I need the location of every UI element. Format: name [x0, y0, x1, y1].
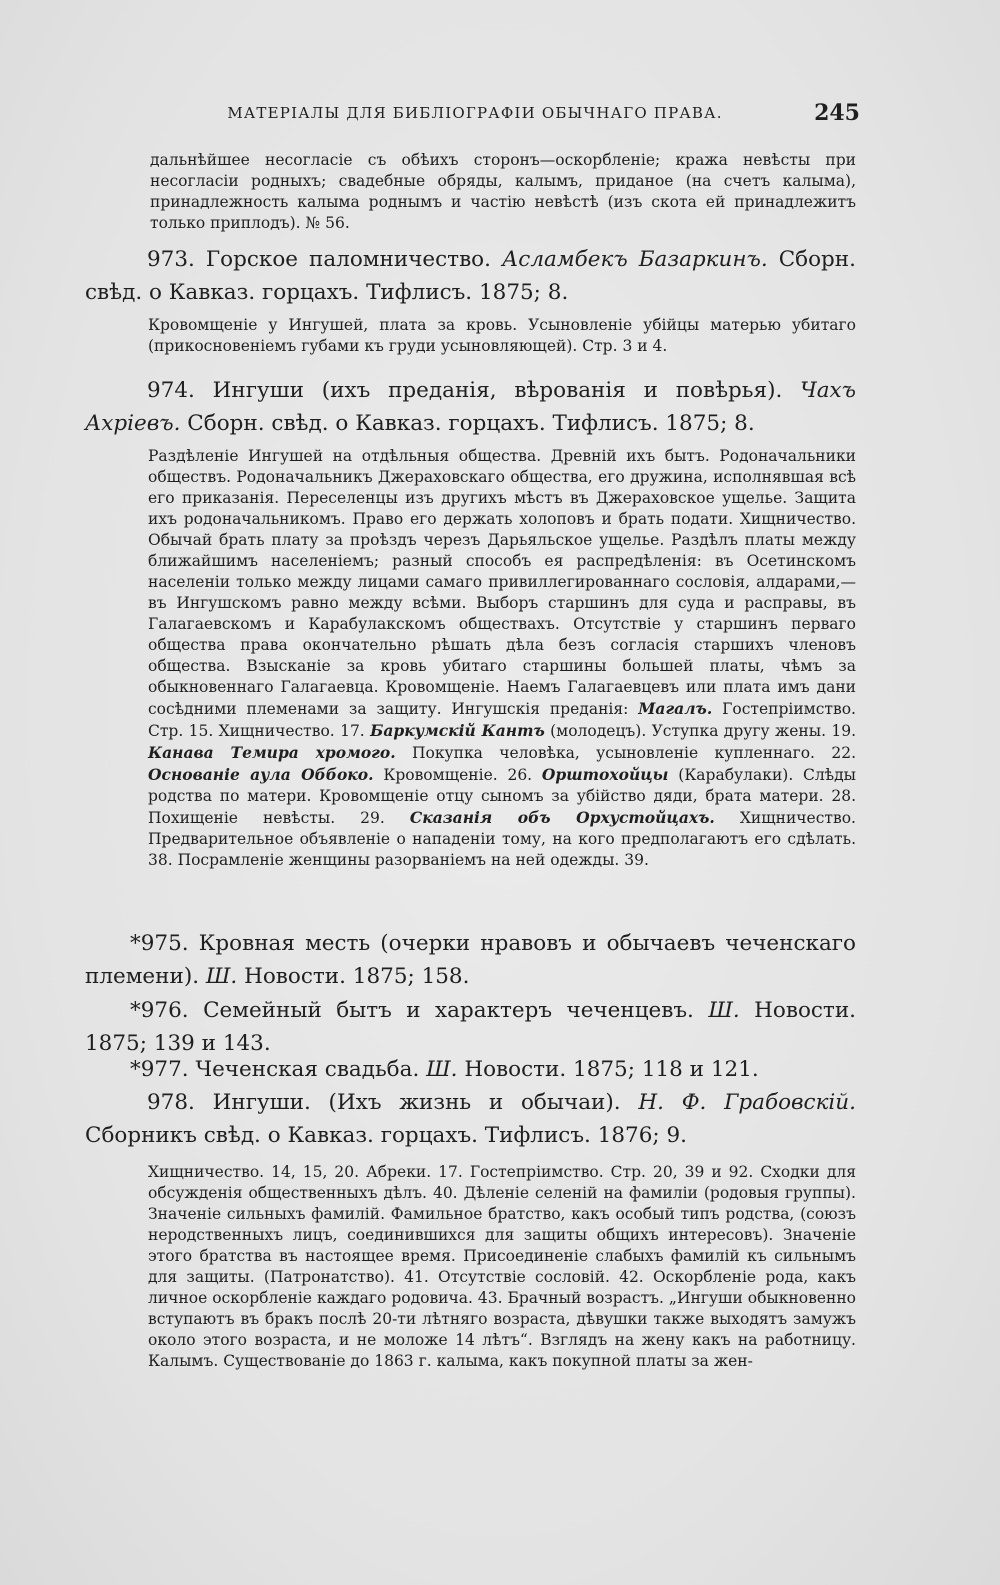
entry-number: *976. [130, 998, 189, 1023]
entry-975 [85, 927, 856, 993]
page-number: 245 [814, 100, 860, 126]
entry-title: Кровная месть (очерки нравовъ и обычаевъ чеченскагo племени). [85, 931, 856, 989]
entry-source: Сборн. свѣд. о Кавказ. горцахъ. Тифлисъ. 1875; 8. [187, 411, 755, 436]
entry-976 [85, 994, 856, 1060]
entry-source: Новости. 1875; 158. [244, 964, 470, 989]
entry-heading [85, 1086, 856, 1152]
entry-heading [85, 927, 856, 993]
entry-source: Сборникъ свѣд. о Кавказ. горцахъ. Тифлисъ. 1876; 9. [85, 1123, 687, 1148]
entry-title: Семейный бытъ и характеръ чеченцевъ. [203, 998, 694, 1023]
entry-author: Чахъ Ахріевъ. [85, 378, 856, 436]
continuation-text: дальнѣйшее несогласіе съ обѣихъ сторонъ—оскорбленіе; кража невѣсты при несогласіи родныхъ; свадебные обряды, калымъ, приданое (на счетъ калыма), принадлежность калыма роднымъ и частію невѣстѣ (изъ скота ей принадлежитъ только приплодъ). № 56. [150, 151, 856, 232]
entry-title: Горское паломничество. [205, 247, 491, 272]
legend-title: Канава Темира хромого. [148, 743, 396, 762]
legend-title: Баркумскій Кантъ [370, 721, 545, 740]
entry-source: Новости. 1875; 139 и 143. [85, 998, 856, 1056]
summary-text: (молодецъ). Уступка другу жены. 19. [550, 722, 857, 740]
entry-source: Сборн. свѣд. о Кавказ. горцахъ. Тифлисъ. 1875; 8. [85, 247, 856, 305]
entry-title: Чеченская свадьба. [195, 1057, 420, 1082]
entry-heading [85, 243, 856, 309]
legend-title: Сказанія объ Орхустойцахъ. [409, 808, 715, 827]
entry-978 [85, 1086, 856, 1372]
entry-summary [148, 446, 856, 871]
entry-summary: Кровомщеніе у Ингушей, плата за кровь. Усыновленіе убійцы матерью убитаго (прикосновеніемъ губами къ груди усыновляющей). Стр. 3 и 4. [148, 316, 856, 355]
entry-973 [85, 243, 856, 357]
entry-977 [85, 1053, 856, 1086]
legend-title: Основаніе аула Оббоко. [148, 765, 374, 784]
entry-974 [85, 374, 856, 871]
entry-summary: Хищничество. 14, 15, 20. Абреки. 17. Гостепріимство. Стр. 20, 39 и 92. Сходки для обсужденія общественныхъ дѣлъ. 40. Дѣленіе селеній на фамиліи (родовыя группы). Значеніе сильныхъ фамилій. Фамильное братство, какъ особый типъ родства, (союзъ неродственныхъ лицъ, соединившихся для защиты общихъ интересовъ). Значеніе этого братства въ настоящее время. Присоединеніе слабыхъ фамилій къ сильнымъ для защиты. (Патронатство). 41. Отсутствіе сословій. 42. Оскорбленіе рода, какъ личное оскорбленіе каждаго родовича. 43. Брачный возрастъ. „Ингуши обыкновенно вступаютъ въ бракъ послѣ 20-ти лѣтняго возраста, дѣвушки также выходятъ замужъ около этого возраста, и не моложе 14 лѣтъ“. Взглядъ на жену какъ на работницу. Калымъ. Существованіе до 1863 г. калыма, какъ покупной платы за жен- [148, 1163, 856, 1370]
entry-number: 978. [147, 1090, 195, 1115]
entry-number: 974. [147, 378, 195, 403]
entry-author: Н. Ф. Грабовскій. [638, 1090, 856, 1115]
legend-title: Магалъ. [638, 699, 713, 718]
entry-title: Ингуши (ихъ преданія, вѣрованія и повѣрья). [212, 378, 783, 403]
entry-source: Новости. 1875; 118 и 121. [464, 1057, 759, 1082]
entry-number: 973. [147, 247, 195, 272]
entry-number: *977. [130, 1057, 189, 1082]
legend-title: Орштохойцы [541, 765, 669, 784]
summary-text: Хищничество. Предварительное объявленіе о нападеніи тому, на кого предполагаютъ его сдѣлать. 38. Посрамленіе женщины разорваніемъ на ней одежды. 39. [148, 809, 856, 869]
summary-text: Кровомщеніе. 26. [383, 766, 533, 784]
entry-author: Ш. [205, 964, 238, 989]
summary-text: Гостепріимство. Стр. 15. Хищничество. 17. [148, 700, 856, 740]
running-header: МАТЕРІАЛЫ ДЛЯ БИБЛІОГРАФІИ ОБЫЧНАГО ПРАВА. [227, 104, 723, 122]
summary-text: (Карабулаки). Слѣды родства по матери. Кровомщеніе отцу сыномъ за убійство дяди, брата матери. 28. Похищеніе невѣсты. 29. [148, 766, 856, 827]
summary-text: Раздѣленіе Ингушей на отдѣльныя общества. Древній ихъ бытъ. Родоначальники обществъ. Родоначальникъ Джераховскаго общества, его дружина, исполнявшая всѣ его приказанія. Переселенцы изъ другихъ мѣстъ въ Джераховское ущелье. Защита ихъ родоначальникомъ. Право его держать холоповъ и брать подати. Хищничество. Обычай брать плату за проѣздъ черезъ Дарьяльское ущелье. Раздѣлъ платы между ближайшимъ населеніемъ; разный способъ ея распредѣленія: въ Осетинскомъ населеніи только между лицами самаго привиллегированнаго сословія, алдарами,—въ Ингушскомъ равно между всѣми. Выборъ старшинъ для суда и расправы, въ Галагаевскомъ и Карабулакскомъ обществахъ. Отсутствіе у старшинъ перваго общества права окончательно рѣшать дѣла безъ согласія старшихъ членовъ общества. Взысканіе за кровь убитаго старшины большей платы, чѣмъ за обыкновеннаго Галагаевца. Кровомщеніе. Наемъ Галагаевцевъ или плата имъ дани сосѣдними племенами за защиту. Ингушскія преданія: [148, 447, 856, 718]
entry-number: *975. [130, 931, 189, 956]
entry-author: Ш. [426, 1057, 458, 1082]
entry-author: Асламбекъ Базаркинъ. [502, 247, 768, 272]
entry-heading [85, 1053, 856, 1086]
entry-heading [85, 374, 856, 440]
entry-author: Ш. [708, 998, 740, 1023]
entry-title: Ингуши. (Ихъ жизнь и обычаи). [212, 1090, 621, 1115]
entry-heading [85, 994, 856, 1060]
summary-text: Покупка человѣка, усыновленіе купленнаго. 22. [411, 744, 856, 762]
